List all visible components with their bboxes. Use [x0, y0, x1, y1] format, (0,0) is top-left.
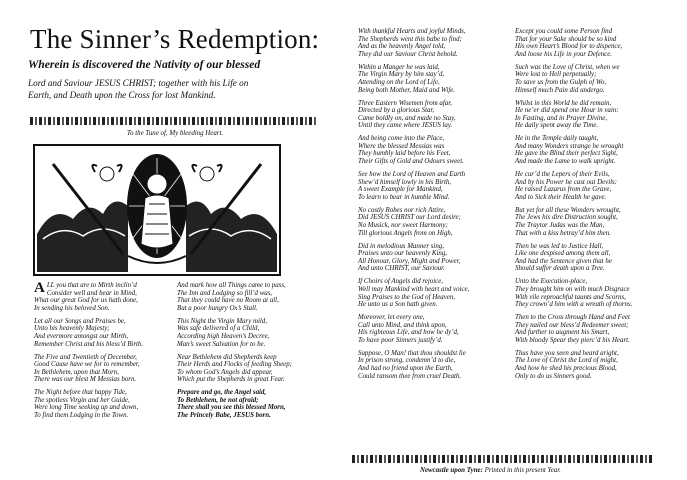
verse-line: He raised Lazarus from the Grave, [515, 186, 612, 194]
verse-line: With vile reproachful taunts and Scorns, [515, 293, 626, 301]
verse-line: They brought him on with much Disgrace [515, 285, 630, 293]
verse-line: Were long Time seeking up and down, [34, 404, 139, 412]
title-continuation [28, 77, 322, 101]
verse-line: In Bethlehem, upon that Morn, [34, 368, 119, 376]
verse-line: Whilst in this World he did remain, [515, 99, 612, 107]
verse-line: The Jews his dire Distruction sought, [515, 214, 618, 222]
ornament-rule-bottom [352, 455, 654, 463]
verse-line: Were lost to Hell perpetually; [515, 71, 597, 79]
verse-line: He cur’d the Lepers of their Evils, [515, 171, 610, 179]
stanza [177, 282, 319, 312]
verse-line: A sweet Example for Mankind, [358, 186, 443, 194]
verse-line: And being come into the Place, [358, 135, 445, 143]
verse-line: And many Wonders strange he wrought [515, 142, 624, 150]
verse-line: And had no friend upon the Earth, [358, 365, 453, 373]
verse-line: Being both Mother, Maid and Wife. [358, 86, 456, 94]
verse-line: To Bethlehem, be not afraid; [177, 396, 259, 404]
verse-column-3 [358, 28, 514, 386]
stanza [515, 171, 675, 201]
stanza [34, 318, 174, 348]
verse-line: Remember Christ and his bless’d Birth. [34, 340, 144, 348]
verse-line: Except you could some Person find [515, 28, 613, 35]
verse-line: That with a kiss betray’d him then. [515, 229, 611, 237]
stanza [34, 282, 174, 312]
verse-line: Like one despised among them all, [515, 250, 611, 258]
stanza [358, 64, 514, 94]
verse-line: Unto the Execution-place, [515, 278, 588, 286]
stanza [358, 100, 514, 130]
page-title: The Sinner’s Redemption: [30, 24, 320, 54]
verse-line: He unto us a Son hath given. [358, 301, 438, 309]
verse-line: They nailed our bless’d Redeemer sweet; [515, 321, 629, 329]
verse-line: Their Gifts of Gold and Odours sweet. [358, 158, 464, 166]
verse-line: Until they came where JESUS lay. [358, 122, 453, 130]
verse-line: And by his Power he cast out Devils: [515, 178, 618, 186]
verse-line: Let all our Songs and Praises be, [34, 317, 126, 325]
verse-line: The Night before that happy Tide, [34, 389, 127, 397]
verse-line: But a poor hungry Ox’s Stall. [177, 304, 258, 312]
verse-line: Prepare and go, the Angel said, [177, 389, 267, 397]
verse-line: And to Sick their Health he gave. [515, 193, 607, 201]
verse-line: With thankful Hearts and joyful Minds, [358, 28, 466, 35]
verse-line: In sending his beloved Son. [34, 304, 110, 312]
verse-line: Near Bethlehem did Shepherds keep [177, 353, 277, 361]
verse-line: The Five and Twentieth of December, [34, 353, 137, 361]
drop-capital: A [34, 280, 45, 296]
stanza [358, 243, 514, 273]
verse-line: The Shepherds went this babe to find; [358, 35, 462, 43]
verse-line: Then to the Cross through Hand and Feet [515, 314, 630, 322]
verse-line: According high Heaven’s Decree, [177, 332, 270, 340]
stanza [177, 318, 319, 348]
verse-line: And unto CHRIST, our Saviour. [358, 265, 445, 273]
imprint [420, 467, 660, 474]
verse-line: And how he shed his precious Blood, [515, 365, 617, 373]
verse-line: Their Herds and Flocks of feeding Sheep; [177, 361, 292, 369]
verse-line: They did our Saviour Christ behold. [358, 50, 458, 58]
verse-line: The Traytor Judas was the Man, [515, 222, 605, 230]
verse-line: Attending on the Lord of Life, [358, 78, 440, 86]
imprint-place: Newcastle upon Tyne: [420, 467, 483, 474]
verse-line: His own Heart’s Blood for to dispence, [515, 43, 623, 51]
verse-column-1 [34, 282, 174, 425]
verse-line: That for your Sake should be so kind [515, 35, 617, 43]
subtitle: Wherein is discovered the Nativity of our blessed [28, 58, 261, 71]
verse-line: To save us from the Gulph of Wo, [515, 78, 607, 86]
tune-line: To the Tune of, My bleeding Heart. [126, 130, 224, 137]
verse-line: LL you that are to Mirth inclin’d [46, 282, 137, 289]
stanza [515, 350, 675, 380]
verse-line: Then he was led to Justice Hall, [515, 242, 604, 250]
verse-line: To have poor Sinners justify’d. [358, 336, 443, 344]
verse-line: In Fasting, and in Prayer Divine, [515, 114, 608, 122]
verse-line: Should suffer death upon a Tree. [515, 265, 605, 273]
verse-line: And further to augment his Smart, [515, 329, 610, 337]
verse-line: All Honour, Glory, Might and Power, [358, 257, 461, 265]
verse-line: Came boldly on, and made no Stay, [358, 114, 456, 122]
verse-line: What our great God for us hath done, [34, 297, 138, 305]
verse-line: With bloody Spear they pierc’d his Heart. [515, 336, 630, 344]
verse-line: There was our blest M Messias born. [34, 376, 137, 384]
verse-line: To learn to bear in humble Mind. [358, 193, 450, 201]
verse-line: That they could have no Room at all, [177, 297, 279, 305]
verse-line: And evermore amongst our Mirth, [34, 332, 129, 340]
verse-line: If Choirs of Angels did rejoice, [358, 278, 443, 286]
verse-line: Did JESUS CHRIST our Lord desire; [358, 214, 461, 222]
verse-line: Good Cause have we for to remember, [34, 361, 140, 369]
verse-line: The Virgin Mary by him stay’d, [358, 71, 445, 79]
verse-line: Could ransom thee from cruel Death. [358, 372, 462, 380]
stanza [515, 28, 675, 58]
verse-column-2 [177, 282, 319, 425]
verse-line: This Night the Virgin Mary mild, [177, 317, 267, 325]
verse-line: The Love of Christ the Lord of might, [515, 357, 618, 365]
verse-line: And had the Sentence given that he [515, 257, 612, 265]
verse-line: Call unto Mind, and think upon, [358, 321, 447, 329]
verse-line: Only to do us Sinners good. [515, 372, 592, 380]
verse-line: He ne’er did spend one Hour in vain: [515, 107, 619, 115]
stanza [34, 354, 174, 384]
verse-line: He in the Temple daily taught, [515, 135, 599, 143]
verse-line: Man’s sweet Salvation for to be. [177, 340, 266, 348]
verse-line: No costly Robes nor rich Attire, [358, 206, 446, 214]
verse-line: Till glorious Angels from on High, [358, 229, 453, 237]
verse-line: Three Eastern Wisemen from afar, [358, 99, 452, 107]
verse-line: He daily spent away the Time. [515, 122, 599, 130]
verse-line: And loose his Life in your Defence. [515, 50, 613, 58]
stanza [515, 135, 675, 165]
verse-line: Consider well and bear in Mind, [46, 289, 137, 297]
verse-line: They humbly laid before his Feet, [358, 150, 451, 158]
stanza [358, 278, 514, 308]
stanza [515, 100, 675, 130]
verse-line: To whom God’s Angels did appear, [177, 368, 273, 376]
verse-line: Where the blessed Messias was [358, 142, 445, 150]
stanza [358, 350, 514, 380]
stanza [515, 64, 675, 94]
verse-line: Well may Mankind with heart and voice, [358, 285, 470, 293]
verse-line: Shew’d himself lowly in his Birth, [358, 178, 452, 186]
verse-line: Moreover, let every one, [358, 314, 425, 322]
stanza [34, 389, 174, 419]
stanza [358, 28, 514, 58]
verse-line: The spotless Virgin and her Guide, [34, 396, 130, 404]
verse-line: In prison strong, condemn’d to die, [358, 357, 456, 365]
title-line-1: Lord and Saviour JESUS CHRIST; together with his Life on [28, 78, 249, 88]
stanza [515, 243, 675, 273]
verse-line: The Inn and Lodging so fill’d was, [177, 289, 273, 297]
verse-line: And made the Lame to walk upright. [515, 158, 616, 166]
verse-line: Himself much Pain did undergo. [515, 86, 605, 94]
verse-line: See how the Lord of Heaven and Earth [358, 171, 466, 179]
verse-line: Directed by a glorious Star, [358, 107, 435, 115]
woodcut-illustration [33, 144, 281, 276]
verse-line: Which put the Shepherds in great Fear. [177, 376, 285, 384]
stanza [177, 354, 319, 384]
verse-line: No Musick, nor sweet Harmony; [358, 222, 448, 230]
verse-line: But yet for all these Wonders wrought, [515, 206, 621, 214]
verse-line: Was safe delivered of a Child, [177, 325, 260, 333]
verse-line: Thus have you seen and heard aright, [515, 349, 619, 357]
verse-line: Within a Manger he was laid, [358, 63, 440, 71]
verse-line: And as the heavenly Angel told, [358, 43, 446, 51]
stanza [358, 135, 514, 165]
verse-line: There shall you see this blessed Morn, [177, 404, 286, 412]
imprint-text: Printed in this present Year. [482, 467, 561, 474]
stanza [177, 389, 319, 419]
stanza [515, 278, 675, 308]
stanza [515, 207, 675, 237]
verse-line: Suppose, O Man! that thou shouldst lie [358, 349, 466, 357]
title-line-2: Earth, and Death upon the Cross for lost Mankind. [28, 90, 216, 100]
verse-line: They crown’d him with a wreath of thorns. [515, 301, 633, 309]
verse-column-4 [515, 28, 675, 386]
verse-line: Unto his heavenly Majesty; [34, 325, 110, 333]
verse-line: Praises unto our heavenly King, [358, 250, 447, 258]
verse-line: Such was the Love of Christ, when we [515, 63, 620, 71]
stanza [358, 314, 514, 344]
stanza [358, 207, 514, 237]
verse-line: To find them Lodging in the Town. [34, 412, 129, 420]
verse-line: The Princely Babe, JESUS born. [177, 412, 271, 420]
verse-line: And mark how all Things came to pass, [177, 282, 286, 289]
verse-line: He gave the Blind their perfect Sight, [515, 150, 618, 158]
stanza [358, 171, 514, 201]
ornament-rule-top [30, 117, 318, 125]
verse-line: Sing Praises to the God of Heaven, [358, 293, 456, 301]
stanza [515, 314, 675, 344]
verse-line: His righteous Life, and how he dy’d, [358, 329, 459, 337]
verse-line: Did in melodious Manner sing, [358, 242, 444, 250]
